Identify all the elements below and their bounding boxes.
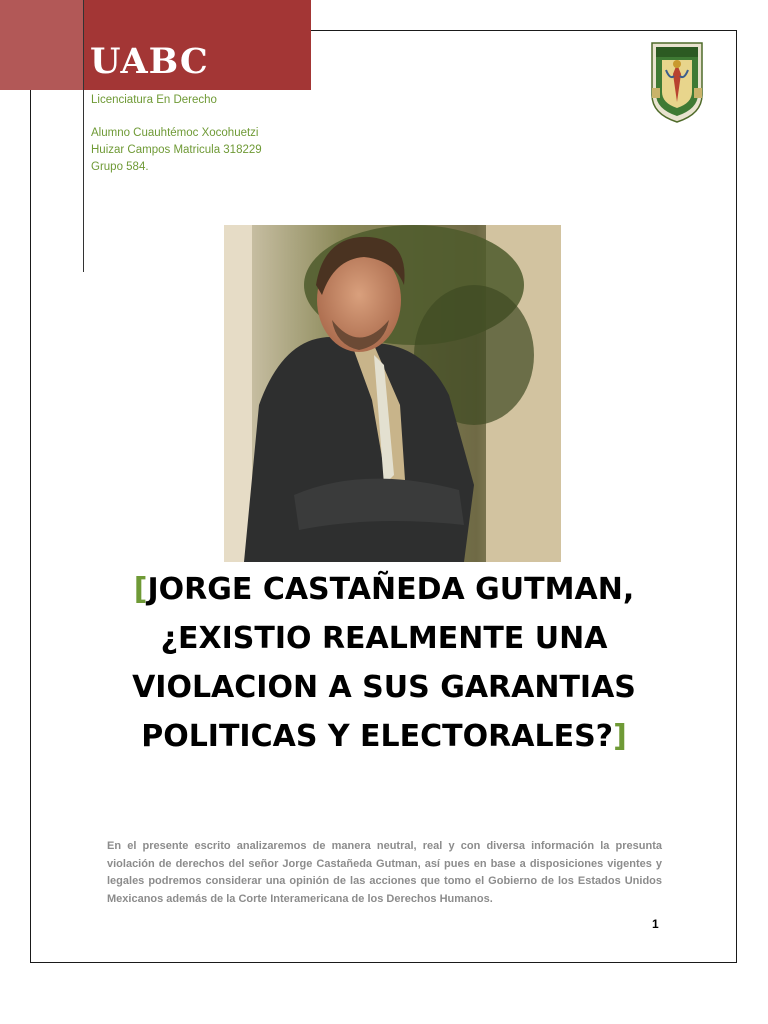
- university-seal-icon: [648, 40, 706, 124]
- student-name-line1: Alumno Cuauhtémoc Xocohuetzi: [91, 127, 259, 139]
- program-name: Licenciatura En Derecho: [91, 94, 217, 106]
- header-divider-line: [83, 0, 84, 272]
- title-open-bracket: [: [133, 572, 148, 607]
- student-name-line2: Huizar Campos Matricula 318229: [91, 144, 262, 156]
- banner-accent-left: [0, 0, 84, 90]
- institution-name: UABC: [90, 41, 209, 82]
- student-group: Grupo 584.: [91, 161, 149, 173]
- portrait-photo: [224, 225, 561, 562]
- abstract-paragraph: En el presente escrito analizaremos de manera neutral, real y con diversa información la presunta violación de derechos del señor Jorge Castañeda Gutman, así pues en base a disposiciones vigentes y legales podremos considerar una opinión de las acciones que tomo el Gobierno de los Estados Unidos Mexicanos además de la Corte Interamericana de los Derechos Humanos.: [107, 840, 662, 905]
- title-close-bracket: ]: [613, 719, 627, 754]
- document-title: [70, 565, 698, 761]
- page-number: 1: [652, 917, 659, 931]
- title-text: JORGE CASTAÑEDA GUTMAN, ¿EXISTIO REALMENTE UNA VIOLACION A SUS GARANTIAS POLITICAS Y ELECTORALES?: [132, 572, 636, 754]
